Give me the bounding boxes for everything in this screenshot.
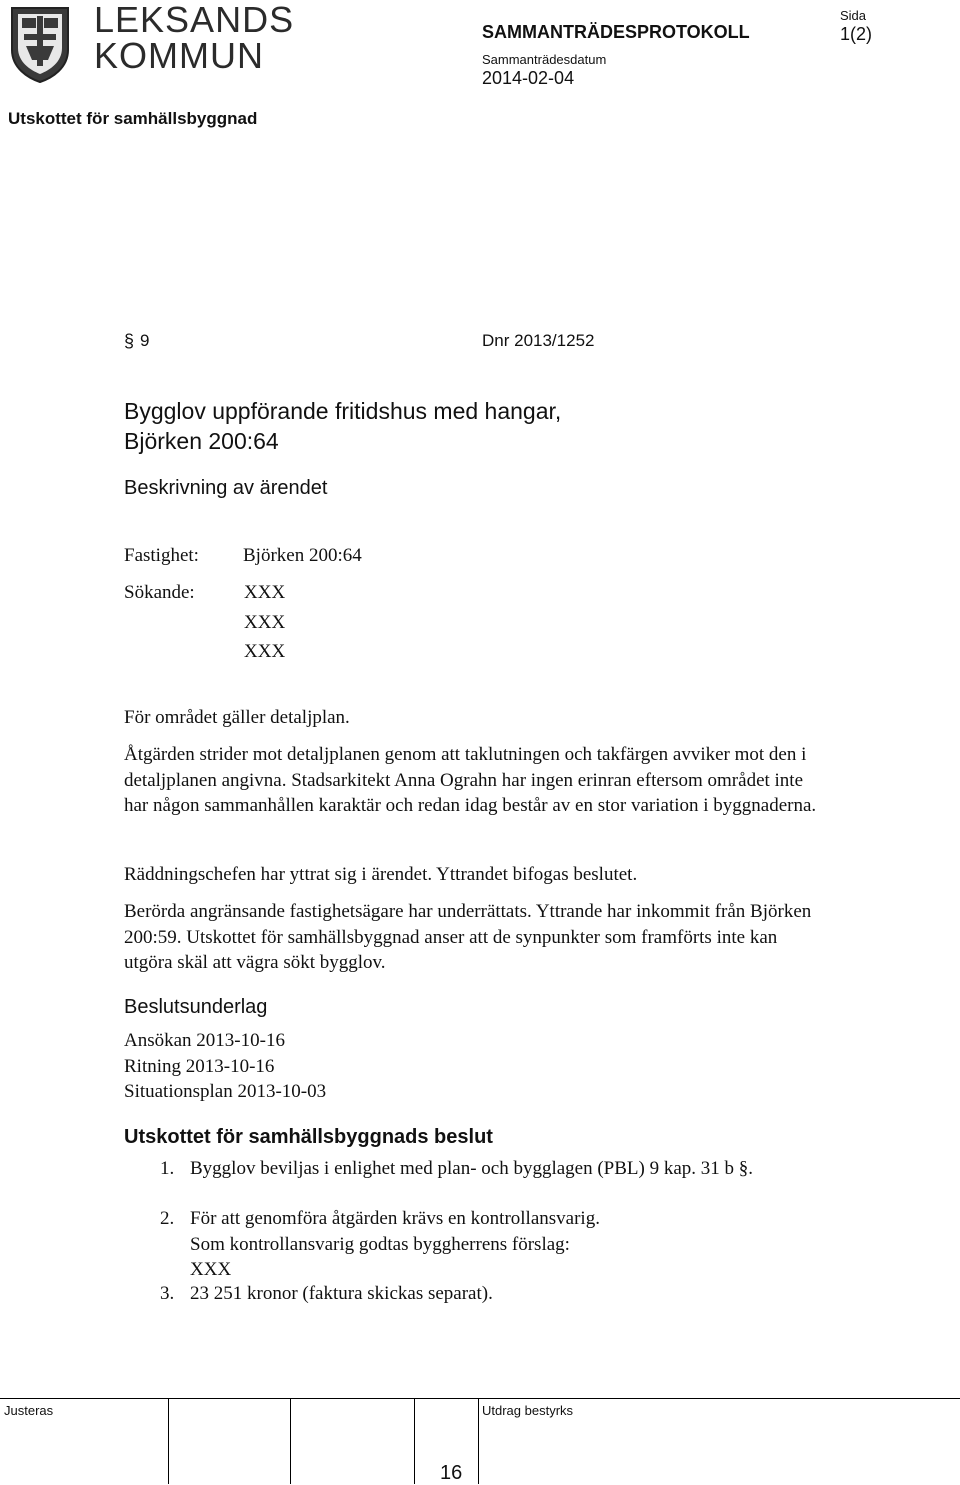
decision-text-line: Som kontrollansvarig godtas byggherrens förslag: xyxy=(190,1233,570,1255)
page-label: Sida xyxy=(840,8,867,23)
decision-basis-item: Situationsplan 2013-10-03 xyxy=(124,1081,327,1102)
decision-list xyxy=(160,1156,780,1307)
signature-box-divider xyxy=(168,1398,169,1484)
logo-line-1: LEKSANDS xyxy=(94,0,295,40)
document-type: SAMMANTRÄDESPROTOKOLL xyxy=(482,22,750,42)
meeting-date-value: 2014-02-04 xyxy=(482,68,575,88)
applicant-value: XXX xyxy=(244,611,286,633)
signature-box-divider xyxy=(414,1398,415,1484)
signature-box-divider xyxy=(478,1398,479,1484)
property-label: Fastighet: xyxy=(124,545,199,566)
decision-basis-heading: Beslutsunderlag xyxy=(124,996,268,1018)
description-paragraph: Berörda angränsande fastighetsägare har underrättats. Yttrande har inkommit från Björken 200:59. Utskottet för samhällsbyggnad anser att de synpunkter som framförts inte kan utgöra skäl att vägra sökt bygglov. xyxy=(124,901,812,973)
case-title xyxy=(124,396,561,456)
description-paragraph: För området gäller detaljplan. xyxy=(124,707,350,728)
footer-page-number: 16 xyxy=(440,1462,463,1484)
property-value: Björken 200:64 xyxy=(243,545,362,566)
applicant-value: XXX xyxy=(244,582,286,603)
decision-basis-item: Ritning 2013-10-16 xyxy=(124,1055,275,1077)
paragraph-sign: § xyxy=(124,331,135,351)
decision-text-line: För att genomföra åtgärden krävs en kontrollansvarig. xyxy=(190,1208,600,1229)
applicant-value: XXX xyxy=(244,641,286,662)
decision-item xyxy=(160,1206,780,1281)
municipality-crest-logo xyxy=(8,4,72,84)
decision-text: Bygglov beviljas i enlighet med plan- och bygglagen (PBL) 9 kap. 31 b §. xyxy=(190,1158,754,1179)
committee-name: Utskottet för samhällsbyggnad xyxy=(8,109,258,128)
applicant-list xyxy=(244,580,285,669)
decision-item xyxy=(160,1281,780,1307)
decision-number: 2. xyxy=(160,1208,175,1229)
decision-number: 3. xyxy=(160,1283,175,1304)
decision-number: 1. xyxy=(160,1158,175,1179)
decision-text: 23 251 kronor (faktura skickas separat). xyxy=(190,1283,493,1304)
extract-certified-label: Utdrag bestyrks xyxy=(482,1403,574,1418)
page-value: 1(2) xyxy=(840,24,873,44)
meeting-date-label: Sammanträdesdatum xyxy=(482,52,607,67)
signature-box-divider xyxy=(290,1398,291,1484)
description-paragraph: Räddningschefen har yttrat sig i ärendet. Yttrandet bifogas beslutet. xyxy=(124,864,638,885)
decision-basis-list xyxy=(124,1028,326,1105)
municipality-name-logo xyxy=(94,2,294,74)
decision-item xyxy=(160,1156,780,1206)
decision-heading: Utskottet för samhällsbyggnads beslut xyxy=(124,1126,493,1148)
paragraph-number: 9 xyxy=(140,331,150,350)
case-registration-number: Dnr 2013/1252 xyxy=(482,331,595,350)
footer-divider xyxy=(0,1398,960,1399)
case-title-line-1: Bygglov uppförande fritidshus med hangar, xyxy=(124,398,562,424)
case-title-line-2: Björken 200:64 xyxy=(124,428,279,454)
adjusted-label: Justeras xyxy=(4,1403,54,1418)
description-paragraph: Åtgärden strider mot detaljplanen genom att taklutningen och takfärgen avviker mot den i detaljplanen angivna. Stadsarkitekt Anna Ograhn har ingen erinran eftersom området inte har någon sammanhållen karaktär och redan idag består av en stor variation i byggnaderna. xyxy=(124,744,817,816)
decision-text-line: XXX xyxy=(190,1259,232,1280)
logo-line-2: KOMMUN xyxy=(94,35,264,76)
decision-basis-item: Ansökan 2013-10-16 xyxy=(124,1030,285,1051)
applicant-label: Sökande: xyxy=(124,582,195,603)
description-heading: Beskrivning av ärendet xyxy=(124,477,328,499)
